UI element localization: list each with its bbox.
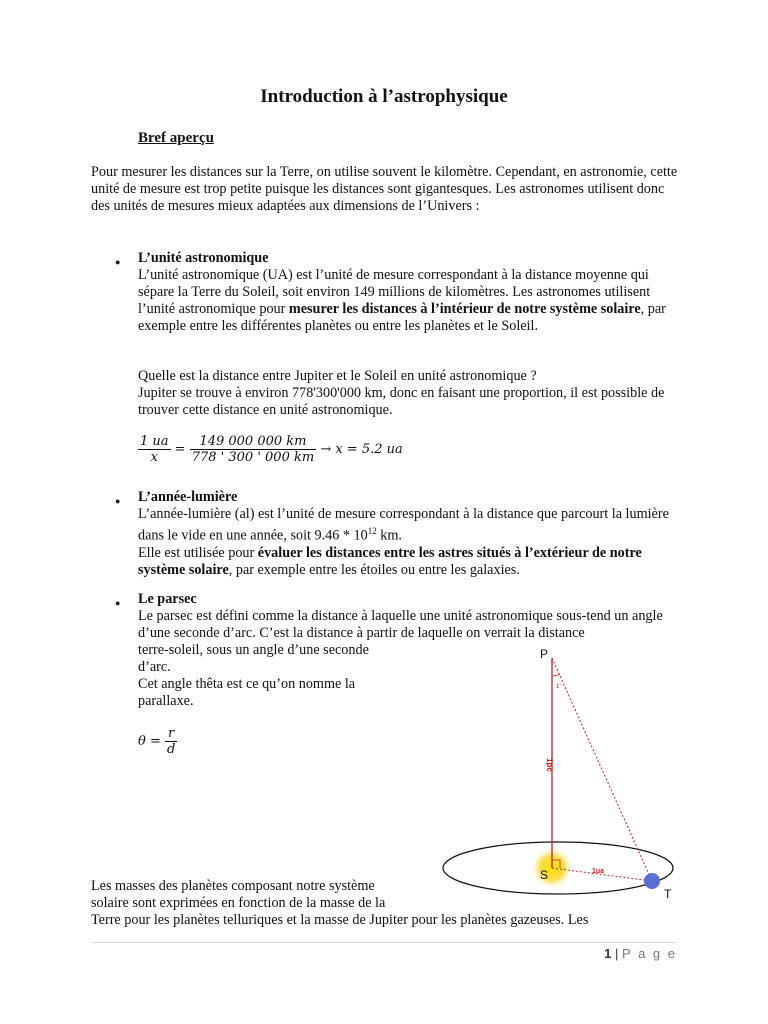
page-number: 1 — [604, 946, 612, 961]
parsec-text-wide: Le parsec est défini comme la distance à laquelle une unité astronomique sous-tend un angle d’une seconde d’arc. C’est la distance à partir de laquelle on verrait la distance — [138, 608, 663, 641]
bullet-icon: ● — [115, 598, 121, 608]
ua-formula: $\frac{1 ua}{x}$ = $\frac{149 000 000 km}{778 ' 300 ' 000 km}$ → x = 5.2 ua — [140, 434, 403, 465]
al-exponent: 12 — [367, 526, 377, 536]
ua-question: Quelle est la distance entre Jupiter et le Soleil en unité astronomique ? — [138, 368, 537, 384]
label-t: T — [664, 887, 672, 901]
parsec-formula: θ = $\frac{r}{d}$ — [138, 726, 176, 757]
earth-icon — [644, 873, 660, 889]
label-1ua: 1ua — [592, 868, 605, 875]
label-s: S — [540, 868, 549, 882]
footer-separator: | — [615, 946, 619, 961]
hypotenuse-line — [552, 658, 652, 881]
bullet-icon: ● — [115, 257, 121, 267]
label-1pc: 1pc — [545, 758, 554, 772]
angle-arc — [552, 674, 560, 676]
ua-answer: Jupiter se trouve à environ 778'300'000 km, donc en faisant une proportion, il est possible de trouver cette distance en unité astronomique. — [138, 385, 665, 418]
ua-paragraph — [138, 267, 678, 335]
ua-text-bold: mesurer les distances à l’intérieur de notre système solaire — [288, 301, 641, 317]
ua-heading: L’unité astronomique — [138, 250, 269, 266]
intro-paragraph: Pour mesurer les distances sur la Terre, on utilise souvent le kilomètre. Cependant, en astronomie, cette unité de mesure est trop petite puisque les distances sont gigantesques. Les astronomes utilisent donc des unités de mesures mieux adaptées aux dimensions de l’Univers : — [91, 164, 678, 214]
formula-result: → x = 5.2 ua — [320, 442, 403, 457]
ua-text-b: , par exemple entre les différentes planètes ou entre les planètes et le Soleil. — [138, 301, 666, 334]
ua-text-a: L’unité astronomique (UA) est l’unité de mesure correspondant à la distance moyenne qui sépare la Terre du Soleil, soit environ 149 millions de kilomètres. Les astronomes utilisent l’unité astronomique pour — [138, 267, 651, 317]
section-subtitle: Bref aperçu — [138, 130, 214, 146]
page-title: Introduction à l’astrophysique — [260, 86, 508, 107]
formula-fraction-right: $\frac{149 000 000 km}{778 ' 300 ' 000 km}$ — [191, 434, 315, 465]
masses-text-narrow: Les masses des planètes composant notre système solaire sont exprimées en fonction de la masse de la — [91, 878, 386, 911]
parsec-text-narrow: terre-soleil, sous un angle d’une seconde d’arc. — [138, 642, 369, 675]
masses-text-wide: Terre pour les planètes telluriques et la masse de Jupiter pour les planètes gazeuses. Les — [91, 912, 589, 928]
page-footer — [560, 946, 677, 961]
al-paragraph: L’année-lumière (al) est l’unité de mesure correspondant à la distance que parcourt la lumière dans le vide en une année, soit $9.46 * 10^{12}$ km. Elle est utilisée pour évaluer les distances entre les astres situés à l’extérieur de notre système solaire, par exemple entre les étoiles ou entre les galaxies. — [138, 506, 669, 578]
parsec-text-narrow-2: Cet angle thêta est ce qu’on nomme la parallaxe. — [138, 676, 356, 709]
page-label: P a g e — [622, 946, 677, 961]
parallax-diagram — [430, 640, 680, 905]
footer-divider — [91, 942, 677, 943]
label-angle: 1" — [556, 684, 562, 690]
formula-fraction-left: $\frac{1 ua}{x}$ — [140, 434, 169, 465]
parsec-heading: Le parsec — [138, 591, 197, 607]
bullet-icon: ● — [115, 496, 121, 506]
al-text-bold: évaluer les distances entre les astres situés à l’extérieur de notre système solaire — [138, 544, 642, 578]
label-p: P — [540, 647, 549, 661]
al-heading: L’année-lumière — [138, 489, 238, 505]
